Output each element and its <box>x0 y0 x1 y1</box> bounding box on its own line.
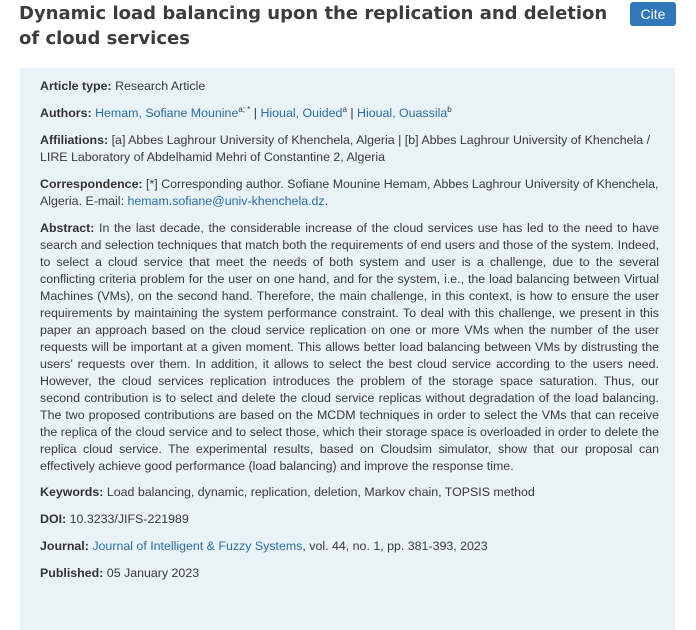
article-details-panel <box>20 68 675 630</box>
keywords-row <box>40 484 659 501</box>
journal-row <box>40 538 659 555</box>
correspondence-label: Correspondence: <box>40 177 143 191</box>
author-link[interactable]: Hemam, Sofiane Mounine <box>95 106 239 120</box>
keywords-label: Keywords: <box>40 485 104 499</box>
doi-value: 10.3233/JIFS-221989 <box>69 512 189 526</box>
correspondence-row <box>40 176 659 210</box>
journal-label: Journal: <box>40 539 89 553</box>
journal-link[interactable]: Journal of Intelligent & Fuzzy Systems <box>92 539 303 553</box>
author-link[interactable]: Hioual, Ouided <box>260 106 343 120</box>
affiliations-row <box>40 132 659 166</box>
author-link[interactable]: Hioual, Ouassila <box>357 106 448 120</box>
doi-label: DOI: <box>40 512 67 526</box>
doi-row <box>40 511 659 528</box>
author-affiliation-marker: a <box>342 104 347 114</box>
author-affiliation-marker: b <box>447 104 452 114</box>
published-value: 05 January 2023 <box>106 566 200 580</box>
abstract-row <box>40 220 659 475</box>
correspondence-end: . <box>324 194 329 208</box>
published-label: Published: <box>40 566 104 580</box>
correspondence-text: [*] Corresponding author. Sofiane Mounine Hemam, Abbes Laghrour University of Khenchela, Algeria. E-mail: <box>40 177 659 208</box>
author-separator: | <box>346 106 357 120</box>
article-title: Dynamic load balancing upon the replication and deletion of cloud services <box>19 3 608 49</box>
abstract-text: In the last decade, the considerable increase of the cloud services use has led to the need to have search and selection techniques that match both the requirements of end users and those of the system. Indeed, to select a cloud service that meet the needs of both system and user is a challenge, due to the several conflicting criteria problem for the user on one hand, and for the system, i.e., the load balancing between Virtual Machines (VMs), on the second hand. Therefore, the main challenge, in this context, is how to ensure the user requirements by maintaining the system performance constraint. To deal with this challenge, we present in this paper an approach based on the cloud service replication on one or more VMs when the number of the user requests will be important at a given moment. This allows better load balancing between VMs by distrusting the users’ requests over them. In addition, it allows to select the best cloud service according to the users need. However, the cloud services replication introduces the problem of the storage space saturation. Thus, our second contribution is to select and delete the cloud service replicas without degradation of the load balancing. The two proposed contributions are based on the MCDM techniques in order to select the VMs that can receive the replica of the cloud service and to select those, which their storage space is overloaded in order to delete the replica cloud service. The experimental results, based on Cloudsim simulator, show that our proposal can effectively achieve good performance (load balancing) and improve the response time. <box>40 221 660 473</box>
published-row <box>40 565 659 582</box>
author-affiliation-marker: a; * <box>238 104 251 114</box>
author-separator: | <box>250 106 261 120</box>
article-type-label: Article type: <box>40 79 112 93</box>
journal-details: , vol. 44, no. 1, pp. 381-393, 2023 <box>302 539 488 553</box>
authors-row <box>40 105 659 122</box>
email-link[interactable]: hemam.sofiane@univ-khenchela.dz <box>127 194 325 208</box>
cite-button[interactable]: Cite <box>630 2 676 26</box>
abstract-label: Abstract: <box>40 221 95 235</box>
affiliations-text: [a] Abbes Laghrour University of Khenchela, Algeria | [b] Abbes Laghrour University of Khenchela / LIRE Laboratory of Abdelhamid Mehri of Constantine 2, Algeria <box>40 133 651 164</box>
article-type-value: Research Article <box>115 79 206 93</box>
keywords-text: Load balancing, dynamic, replication, deletion, Markov chain, TOPSIS method <box>106 485 535 499</box>
article-type-row <box>40 78 659 95</box>
authors-label: Authors: <box>40 106 92 120</box>
affiliations-label: Affiliations: <box>40 133 109 147</box>
